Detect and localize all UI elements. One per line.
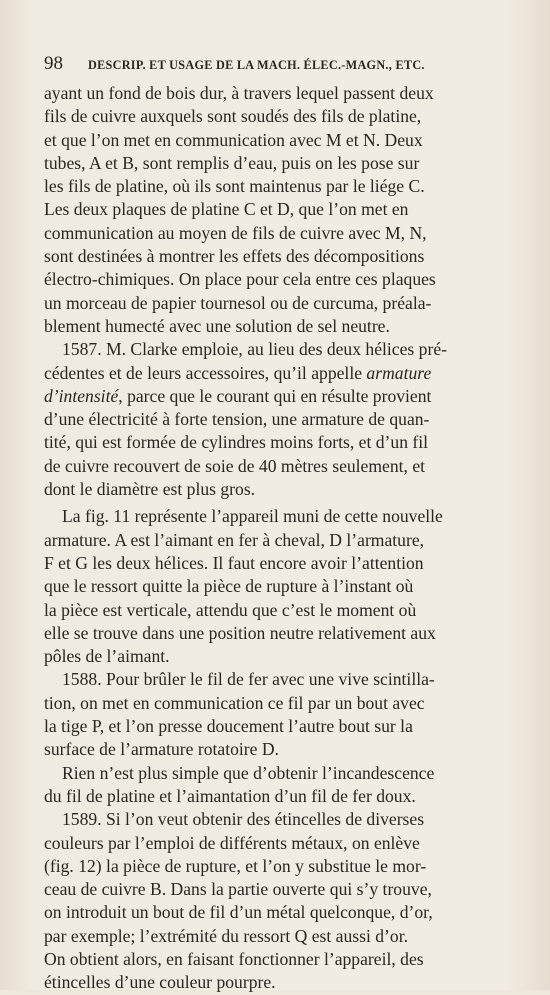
text-line: un morceau de papier tournesol ou de curcuma, préala-: [44, 292, 432, 313]
text-line: F et G les deux hélices. Il faut encore avoir l’attention: [44, 552, 424, 573]
text-line: étincelles d’une couleur pourpre.: [44, 972, 276, 993]
text-line: ayant un fond de bois dur, à travers lequel passent deux: [44, 83, 434, 103]
text-line: On obtient alors, en faisant fonctionner l’appareil, des: [44, 948, 424, 969]
body-text: [44, 82, 520, 995]
paragraph-fig-11-start: La fig. 11 représente l’appareil muni de cette nouvelle: [62, 506, 443, 527]
paragraph-1589-start: 1589. Si l’on veut obtenir des étincelles de diverses: [62, 809, 425, 830]
text-segment: , parce que le courant qui en résulte provient: [118, 385, 432, 406]
text-line-with-italic: [44, 385, 520, 408]
page-number: 98: [44, 53, 63, 74]
italic-term: d’intensité: [44, 385, 119, 406]
paragraph-1587-start: 1587. M. Clarke emploie, au lieu des deux hélices pré-: [62, 339, 447, 360]
text-line: on introduit un bout de fil d’un métal quelconque, d’or,: [44, 902, 433, 923]
text-line: (fig. 12) la pièce de rupture, et l’on y substitue le mor-: [44, 855, 427, 876]
text-line-with-italic: [44, 362, 520, 385]
text-line: la tige P, et l’on presse doucement l’autre bout sur la: [44, 716, 413, 737]
italic-term: armature: [366, 362, 432, 383]
text-line: par exemple; l’extrémité du ressort Q est aussi d’or.: [44, 925, 408, 946]
text-line: les fils de platine, où ils sont maintenus par le liége C.: [44, 176, 425, 197]
text-line: couleurs par l’emploi de différents métaux, on enlève: [44, 832, 420, 853]
text-line: d’une électricité à forte tension, une armature de quan-: [44, 409, 430, 430]
text-line: la pièce est verticale, attendu que c’est le moment où: [44, 599, 417, 620]
text-line: sont destinées à montrer les effets des décompositions: [44, 246, 425, 267]
text-line: du fil de platine et l’aimantation d’un fil de fer doux.: [44, 785, 416, 806]
text-line: pôles de l’aimant.: [44, 646, 170, 667]
text-line: de cuivre recouvert de soie de 40 mètres seulement, et: [44, 455, 426, 476]
text-line: surface de l’armature rotatoire D.: [44, 739, 279, 760]
text-line: électro-chimiques. On place pour cela entre ces plaques: [44, 269, 436, 290]
paragraph-1588-start: 1588. Pour brûler le fil de fer avec une vive scintilla-: [62, 669, 435, 690]
text-line: et que l’on met en communication avec M et N. Deux: [44, 129, 423, 150]
text-segment: cédentes et de leurs accessoires, qu’il appelle: [44, 362, 363, 383]
text-line: elle se trouve dans une position neutre relativement aux: [44, 622, 436, 643]
text-line: fils de cuivre auxquels sont soudés des fils de platine,: [44, 106, 422, 127]
text-line: tion, on met en communication ce fil par un bout avec: [44, 692, 425, 713]
paragraph-rien-start: Rien n’est plus simple que d’obtenir l’incandescence: [62, 762, 435, 783]
running-title: DESCRIP. ET USAGE DE LA MACH. ÉLEC.-MAGN., ETC.: [88, 58, 425, 72]
text-line: tité, qui est formée de cylindres moins forts, et d’un fil: [44, 432, 429, 453]
text-line: dont le diamètre est plus gros.: [44, 479, 256, 500]
text-line: Les deux plaques de platine C et D, que l’on met en: [44, 199, 409, 220]
page-header: [44, 53, 504, 77]
text-line: que le ressort quitte la pièce de rupture à l’instant où: [44, 576, 414, 597]
text-line: blement humecté avec une solution de sel neutre.: [44, 315, 390, 336]
text-line: tubes, A et B, sont remplis d’eau, puis on les pose sur: [44, 152, 420, 173]
text-line: ceau de cuivre B. Dans la partie ouverte qui s’y trouve,: [44, 879, 432, 900]
text-line: communication au moyen de fils de cuivre avec M, N,: [44, 222, 427, 243]
text-line: armature. A est l’aimant en fer à cheval, D l’armature,: [44, 529, 425, 550]
